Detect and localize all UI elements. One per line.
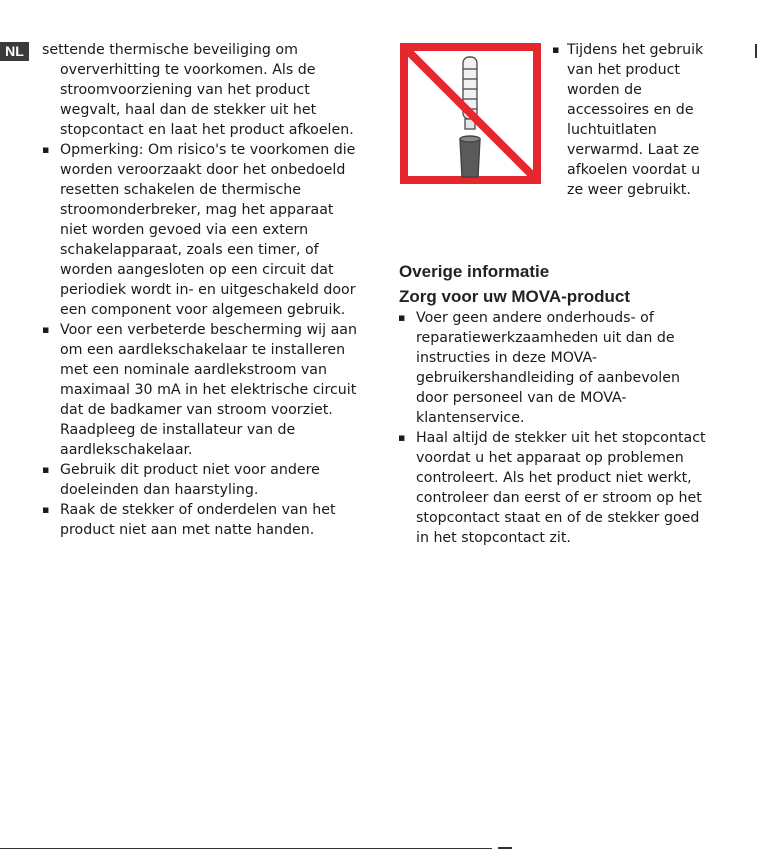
- bullet-icon: ▪: [42, 463, 50, 476]
- left-column: [42, 40, 357, 540]
- language-tab: NL: [0, 42, 29, 61]
- footer-rule: [0, 848, 492, 849]
- warning-note: [552, 40, 712, 200]
- section-heading: Overige informatie: [399, 262, 550, 281]
- list-item: [42, 460, 357, 500]
- warning-text: Tijdens het gebruik van het product worden de accessoires en de luchtuitlaten verwarmd. Laat ze afkoelen voordat u ze weer gebruikt.: [567, 42, 704, 198]
- no-touch-hot-attachment-icon: [400, 43, 541, 184]
- safety-list: [42, 140, 357, 540]
- intro-paragraph: settende thermische beveiliging om oververhitting te voorkomen. Als de stroomvoorziening van het product wegvalt, haal dan de stekker uit het stopcontact en laat het product afkoelen.: [42, 42, 354, 138]
- list-item: [42, 500, 357, 540]
- list-item-text: Opmerking: Om risico's te voorkomen die worden veroorzaakt door het onbedoeld resetten schakelen de thermische stroomonderbreker, mag het apparaat niet worden gevoed via een extern schakelapparaat, zoals een timer, of worden aangesloten op een circuit dat periodiek wordt in- en uitgeschakeld door een component voor algemeen gebruik.: [60, 142, 356, 318]
- list-item-text: Voor een verbeterde bescherming wij aan om een aardlekschakelaar te installeren met een nominale aardlekstroom van maximaal 30 mA in het elektrische circuit dat de badkamer van stroom voorziet. Raadpleeg de installateur van de aardlekschakelaar.: [60, 322, 357, 458]
- list-item-text: Haal altijd de stekker uit het stopcontact voordat u het apparaat op problemen controleert. Als het product niet werkt, controleer dan eerst of er stroom op het stopcontact staat en of de stekker goed in het stopcontact zit.: [416, 430, 706, 546]
- list-item: [42, 140, 357, 320]
- bullet-icon: ▪: [398, 311, 406, 324]
- bullet-icon: ▪: [398, 431, 406, 444]
- list-item-text: Gebruik dit product niet voor andere doeleinden dan haarstyling.: [60, 462, 320, 498]
- bullet-icon: ▪: [552, 43, 560, 56]
- footer-rule-marker: [498, 847, 512, 849]
- list-item-text: Voer geen andere onderhouds- of reparatiewerkzaamheden uit dan de instructies in deze MOVA-gebruikershandleiding of aanbevolen door personeel van de MOVA-klantenservice.: [416, 310, 680, 426]
- bullet-icon: ▪: [42, 323, 50, 336]
- right-column: [398, 308, 716, 548]
- list-item: [42, 320, 357, 460]
- bullet-icon: ▪: [42, 503, 50, 516]
- bullet-icon: ▪: [42, 143, 50, 156]
- care-list: [398, 308, 716, 548]
- subsection-heading: Zorg voor uw MOVA-product: [399, 287, 631, 306]
- list-item: [398, 308, 716, 428]
- list-item-text: Raak de stekker of onderdelen van het product niet aan met natte handen.: [60, 502, 336, 538]
- list-item: [398, 428, 716, 548]
